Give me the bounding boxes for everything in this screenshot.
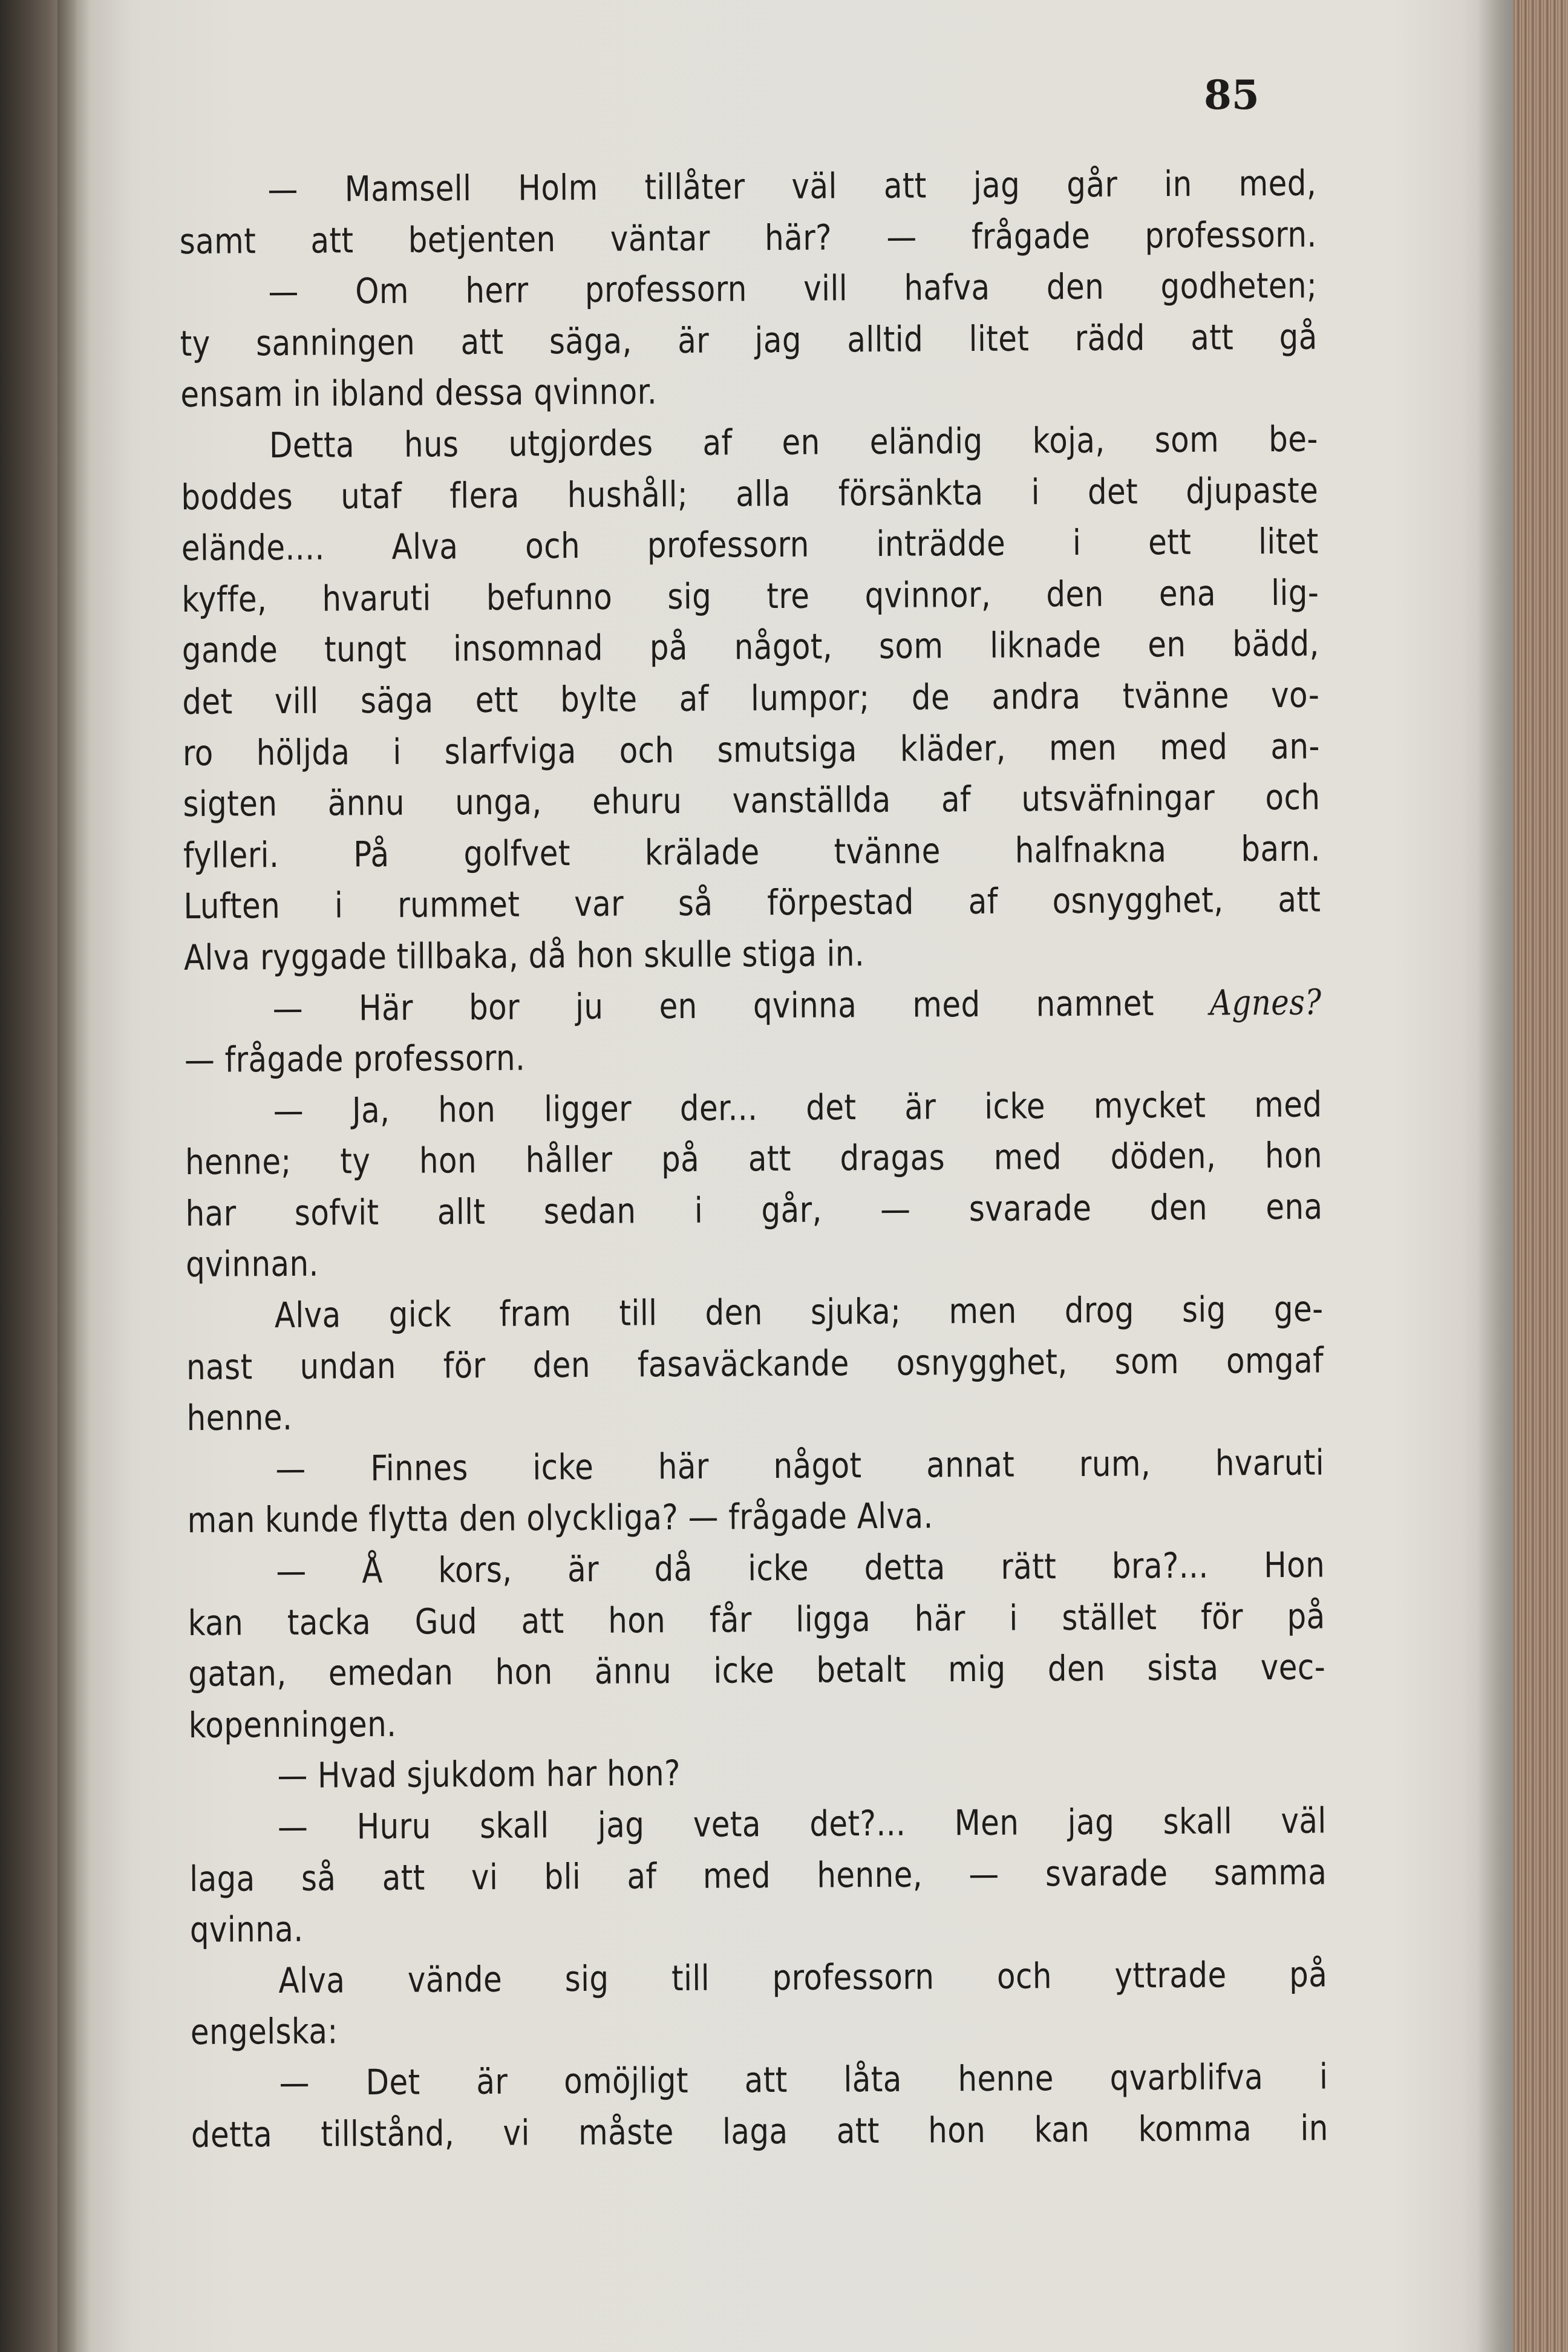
text-line [184,926,1162,983]
text-line-content: Alva vände sig till professorn och yttrade på [278,1953,1328,2001]
text-line-content: — frågade professorn. [184,1037,526,1081]
text-line-content: det vill säga ett bylte af lumpor; de andra tvänne vo- [182,674,1320,722]
text-line-content: qvinna. [189,1908,304,1951]
text-line-content: ensam in ibland dessa qvinnor. [180,371,658,416]
text-line-content: ro höljda i slarfviga och smutsiga kläder, men med an- [182,725,1321,774]
text-line-content: — Hvad sjukdom har hon? [277,1753,681,1797]
text-line-content: laga så att vi bli af med henne, — svarade samma [189,1851,1327,1900]
text-line [189,1795,1327,1853]
text-line [181,516,1319,574]
text-line [181,465,1318,523]
text-line-content: kyffe, hvaruti befunno sig tre qvinnor, den ena lig- [181,572,1319,620]
text-line [188,1590,1325,1648]
text-line [185,1028,1163,1085]
text-line-content: samt att betjenten väntar här? — frågade professorn. [179,214,1317,262]
text-line-content: — Å kors, är då icke detta rätt bra?... Hon [276,1544,1325,1592]
text-line [185,1181,1322,1239]
text-line [184,976,1321,1034]
text-line [179,158,1316,216]
text-line-content: sigten ännu unga, ehuru vanställda af utsväfningar och [183,776,1321,825]
text-line-content: nast undan för den fasaväckande osnygghet, som omgaf [186,1339,1324,1388]
text-line [183,720,1320,779]
text-line [189,1745,1167,1802]
body-text [179,158,1328,2161]
text-line [191,2001,1169,2057]
text-line [190,1898,1168,1955]
text-line-content: Alva gick fram till den sjuka; men drog sig ge- [274,1288,1324,1336]
text-line [186,1233,1164,1290]
text-line [189,1694,1167,1751]
text-line [191,2051,1328,2109]
text-line [183,874,1321,932]
text-line [180,363,1158,420]
text-line-content: henne; ty hon håller på att dragas med döden, hon [185,1134,1323,1183]
text-line [186,1387,1165,1443]
text-line-content: Detta hus utgjordes af en eländig koja, som be- [269,418,1318,466]
text-line-content: — Mamsell Holm tillåter väl att jag går in med, [267,162,1317,211]
text-line-content: engelska: [190,2010,338,2053]
text-line [182,618,1319,676]
text-line [188,1540,1325,1598]
text-line-content: ty sanningen att säga, är jag alltid litet rädd att gå [180,316,1318,364]
text-line-content: har sofvit allt sedan i går, — svarade den ena [185,1186,1323,1234]
text-line-content: kopenningen. [188,1703,397,1746]
text-line [188,1642,1325,1700]
page-edges [1514,0,1568,2352]
text-line [185,1079,1322,1137]
text-line-content: gande tungt insomnad på något, som liknade en bädd, [181,622,1320,671]
text-line-content: Luften i rummet var så förpestad af osnygghet, att [183,878,1321,927]
text-line [180,260,1317,318]
text-line [186,1334,1324,1393]
text-line [183,772,1320,830]
text-line-content: — Ja, hon ligger der... det är icke mycket med [273,1083,1322,1131]
text-line-content: Alva ryggade tillbaka, då hon skulle stiga in. [183,933,865,978]
text-line [191,2102,1328,2160]
text-line-content: — Finnes icke här något annat rum, hvaruti [275,1442,1325,1489]
text-line-content: — Här bor ju en qvinna med namnet [272,982,1155,1029]
text-line [186,1284,1323,1342]
text-line-content: — Huru skall jag veta det?... Men jag skall väl [277,1800,1327,1848]
text-line [185,1130,1322,1188]
text-line [181,413,1318,471]
text-line [180,209,1317,267]
text-line-content: elände.... Alva och professorn inträdde i ett litet [181,520,1319,569]
text-line-content: detta tillstånd, vi måste laga att hon kan komma in [191,2107,1329,2155]
text-line [189,1846,1327,1904]
text-line [187,1489,1165,1546]
book-gutter [57,0,76,2352]
text-line-content: — Det är omöjligt att låta henne qvarblifva i [279,2056,1328,2104]
text-line-content: qvinnan. [185,1243,319,1285]
italic-name: Agnes? [1209,981,1322,1024]
text-line-content: fylleri. På golfvet krälade tvänne halfnakna barn. [183,828,1321,876]
text-line [181,567,1319,625]
text-line-content: — Om herr professorn vill hafva den godheten; [268,264,1318,313]
page-edge-shadow [1477,0,1514,2352]
text-line-content: kan tacka Gud att hon får ligga här i stället för på [188,1595,1325,1644]
text-line-content: gatan, emedan hon ännu icke betalt mig den sista vec- [188,1646,1326,1695]
text-line-content: man kunde flytta den olyckliga? — frågade Alva. [187,1495,933,1541]
text-line [183,823,1321,881]
text-line [187,1437,1324,1495]
text-line-content: boddes utaf flera hushåll; alla försänkta i det djupaste [181,469,1319,518]
text-line [182,669,1319,727]
text-line [190,1949,1327,2007]
text-line [180,311,1318,369]
text-line-content: henne. [186,1397,293,1439]
page-number: 85 [1204,71,1259,119]
